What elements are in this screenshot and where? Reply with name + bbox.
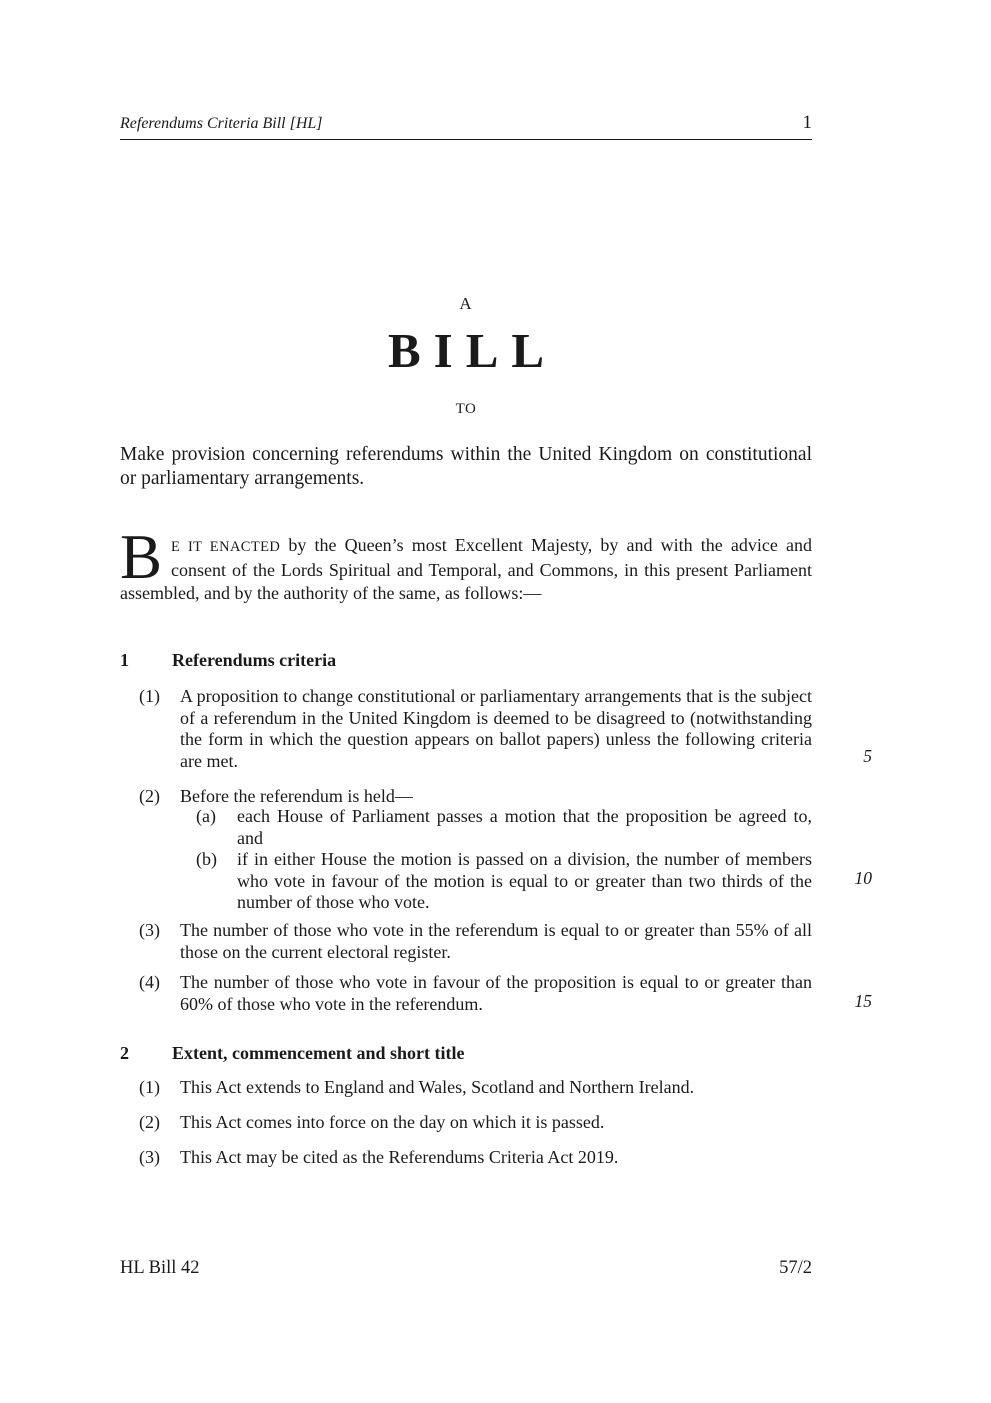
- subsection-1-4-number: (4): [139, 972, 160, 992]
- long-title: Make provision concerning referendums within the United Kingdom on constitutional or parliamentary arrangements.: [120, 444, 812, 489]
- enacting-continuation: by the Queen’s most Excellent Majesty, by and with the advice and consent of the Lords Spiritual and Temporal, and Commons, in this present Parliament assembled, and by the authority of the same, as follows:—: [120, 535, 812, 603]
- subsection-2-3: [120, 1147, 812, 1169]
- subsection-2-3-text: This Act may be cited as the Referendums Criteria Act 2019.: [180, 1147, 619, 1167]
- page-footer: [120, 1258, 812, 1279]
- section-2-heading: [120, 1043, 812, 1064]
- subsection-1-1-number: (1): [139, 686, 160, 706]
- margin-line-number-10: 10: [854, 868, 872, 888]
- enacting-formula: [120, 522, 812, 605]
- subsection-1-2: [120, 786, 812, 808]
- footer-session-number: 57/2: [779, 1258, 812, 1278]
- drop-cap: B: [120, 522, 163, 592]
- margin-line-number-15: 15: [854, 991, 872, 1011]
- subsection-1-4: [120, 972, 812, 1015]
- subsection-1-3-text: The number of those who vote in the referendum is equal to or greater than 55% of all those on the current electoral register.: [180, 920, 812, 962]
- section-1-heading: [120, 650, 812, 671]
- paragraph-1-2-a-number: (a): [196, 806, 216, 826]
- subsection-1-2-number: (2): [139, 786, 160, 806]
- section-2-number: 2: [120, 1043, 129, 1063]
- paragraph-1-2-a: [120, 806, 812, 849]
- section-1-number: 1: [120, 650, 129, 670]
- page-number: 1: [802, 112, 812, 133]
- subsection-2-2-text: This Act comes into force on the day on which it is passed.: [180, 1112, 605, 1132]
- subsection-2-2: [120, 1112, 812, 1134]
- section-2-title: Extent, commencement and short title: [172, 1043, 465, 1063]
- paragraph-1-2-b-text: if in either House the motion is passed on a division, the number of members who vote in favour of the motion is equal to or greater than two thirds of the number of those who vote.: [237, 849, 812, 912]
- subsection-1-1: [120, 686, 812, 772]
- subsection-2-2-number: (2): [139, 1112, 160, 1132]
- subsection-1-2-text: Before the referendum is held—: [180, 786, 413, 806]
- subsection-2-1-number: (1): [139, 1077, 160, 1097]
- paragraph-1-2-a-text: each House of Parliament passes a motion that the proposition be agreed to, and: [237, 806, 812, 848]
- subsection-2-3-number: (3): [139, 1147, 160, 1167]
- bill-title: BILL: [387, 323, 558, 378]
- running-header: [120, 112, 812, 140]
- subsection-1-4-text: The number of those who vote in favour of the proposition is equal to or greater than 60% of those who vote in the referendum.: [180, 972, 812, 1014]
- subsection-2-1: [120, 1077, 812, 1099]
- margin-line-number-5: 5: [863, 746, 872, 766]
- bill-article: A: [459, 294, 473, 313]
- bill-to: TO: [455, 401, 477, 417]
- footer-bill-number: HL Bill 42: [120, 1258, 200, 1278]
- subsection-1-3-number: (3): [139, 920, 160, 940]
- paragraph-1-2-b: [120, 849, 812, 914]
- subsection-1-1-text: A proposition to change constitutional or parliamentary arrangements that is the subject of a referendum in the United Kingdom is deemed to be disagreed to (notwithstanding the form in which the question appears on ballot papers) unless the following criteria are met.: [180, 686, 812, 771]
- enacting-smallcaps: E IT ENACTED: [171, 539, 281, 555]
- subsection-1-3: [120, 920, 812, 963]
- running-title: Referendums Criteria Bill [HL]: [120, 115, 323, 132]
- section-1-title: Referendums criteria: [172, 650, 337, 670]
- subsection-2-1-text: This Act extends to England and Wales, Scotland and Northern Ireland.: [180, 1077, 695, 1097]
- paragraph-1-2-b-number: (b): [196, 849, 217, 869]
